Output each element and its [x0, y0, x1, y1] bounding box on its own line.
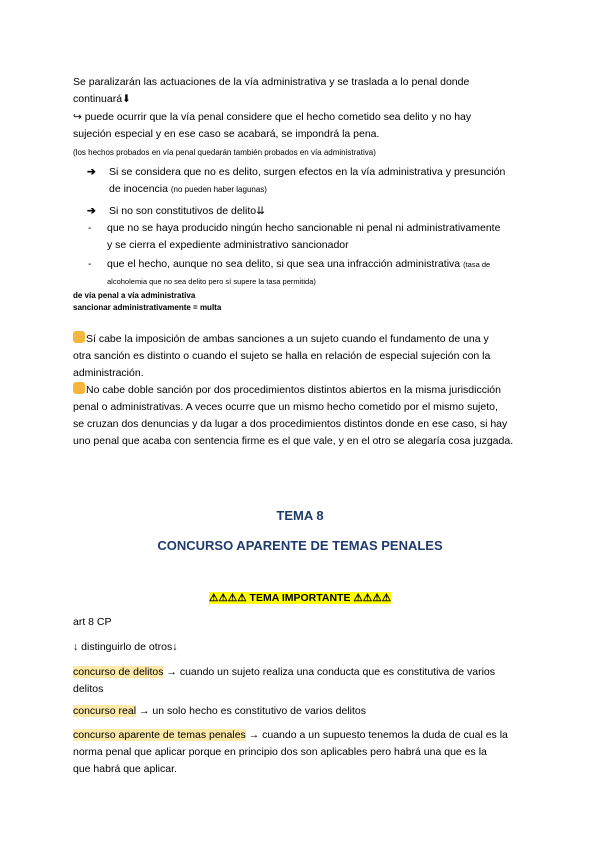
text-line: Si se considera que no es delito, surgen efectos en la vía administrativa y presunción — [109, 166, 506, 178]
paragraph-penal — [73, 109, 533, 143]
text-line: que habrá que aplicar. — [73, 763, 177, 775]
text-line: sancionar administrativamente = multa — [73, 303, 222, 312]
text-line: Se paralizarán las actuaciones de la vía administrativa y se traslada a lo penal donde — [73, 76, 470, 88]
important-banner — [0, 592, 600, 604]
text-line: ↪ puede ocurrir que la vía penal considere que el hecho cometido sea delito y no hay — [73, 111, 472, 123]
paragraph-intro — [73, 74, 533, 108]
arrow-item-2 — [87, 203, 527, 220]
text-line: No cabe doble sanción por dos procedimientos distintos abiertos en la misma jurisdicción — [86, 384, 501, 396]
dash-item-2 — [88, 256, 528, 290]
text-line: Sí cabe la imposición de ambas sanciones a un sujeto cuando el fundamento de una y — [86, 333, 489, 345]
text-line: uno penal que acaba con sentencia firme es el que vale, y en el otro se alegaría cosa juzgada. — [73, 435, 514, 447]
tema-number: TEMA 8 — [276, 508, 324, 523]
tema-title: CONCURSO APARENTE DE TEMAS PENALES — [157, 538, 443, 553]
text-line: → un solo hecho es constitutivo de varios delitos — [136, 705, 366, 717]
text-line: (no pueden haber lagunas) — [170, 185, 267, 194]
concurso-delitos — [73, 664, 533, 698]
distinguish-line: ↓ distinguirlo de otros↓ — [73, 641, 178, 653]
text-line: administración. — [73, 367, 144, 379]
text-line: que el hecho, aunque no sea delito, si que sea una infracción administrativa — [107, 258, 461, 270]
text-line: sujeción especial y en ese caso se acabará, se impondrá la pena. — [73, 128, 380, 140]
dash-item-1 — [88, 220, 528, 254]
text-line: se cruzan dos denuncias y da lugar a dos procedimientos distintos donde en ese caso, si hay — [73, 418, 508, 430]
text-line: penal o administrativas. A veces ocurre que un mismo hecho cometido por el mismo sujeto, — [73, 401, 498, 413]
text-line: de vía penal a vía administrativa — [73, 291, 196, 300]
thumbs-down-icon — [73, 382, 85, 394]
text-line: otra sanción es distinto o cuando el sujeto se halla en relación de especial sujeción con la — [73, 350, 491, 362]
paragraph-sanciones — [73, 331, 533, 450]
arrow-item-1 — [87, 164, 527, 198]
text-line: norma penal que aplicar porque en principio dos son aplicables pero habrá una que es la — [73, 746, 487, 758]
important-badge: ⚠⚠⚠⚠ TEMA IMPORTANTE ⚠⚠⚠⚠ — [208, 592, 392, 604]
dash-marker: - — [88, 258, 92, 270]
term-highlight: concurso real — [73, 705, 137, 717]
text-line: → cuando a un supuesto tenemos la duda de cual es la — [245, 729, 508, 741]
note-probados — [73, 147, 533, 159]
text-line: alcoholemia que no sea delito pero sí supere la tasa permitida) — [107, 277, 316, 286]
term-highlight: concurso de delitos — [73, 666, 164, 678]
text-line: (los hechos probados en vía penal quedarán también probados en vía administrativa) — [73, 148, 376, 157]
term-highlight: concurso aparente de temas penales — [73, 729, 246, 741]
text-line: continuará⬇ — [73, 93, 131, 105]
thumbs-up-icon — [73, 331, 85, 343]
arrow-icon: ➔ — [87, 205, 96, 217]
text-line: Si no son constitutivos de delito⇊ — [109, 205, 265, 217]
dash-marker: - — [88, 222, 92, 234]
concurso-real — [73, 703, 533, 720]
text-line: → cuando un sujeto realiza una conducta que es constitutiva de varios — [163, 666, 496, 678]
note-via — [73, 290, 533, 314]
concurso-aparente — [73, 727, 533, 778]
arrow-icon: ➔ — [87, 166, 96, 178]
art-ref: art 8 CP — [73, 616, 112, 628]
text-line: (tasa de — [463, 260, 491, 269]
text-line: de inocencia — [109, 183, 168, 195]
text-line: y se cierra el expediente administrativo sancionador — [107, 239, 349, 251]
text-line: que no se haya producido ningún hecho sancionable ni penal ni administrativamente — [107, 222, 501, 234]
text-line: delitos — [73, 683, 104, 695]
